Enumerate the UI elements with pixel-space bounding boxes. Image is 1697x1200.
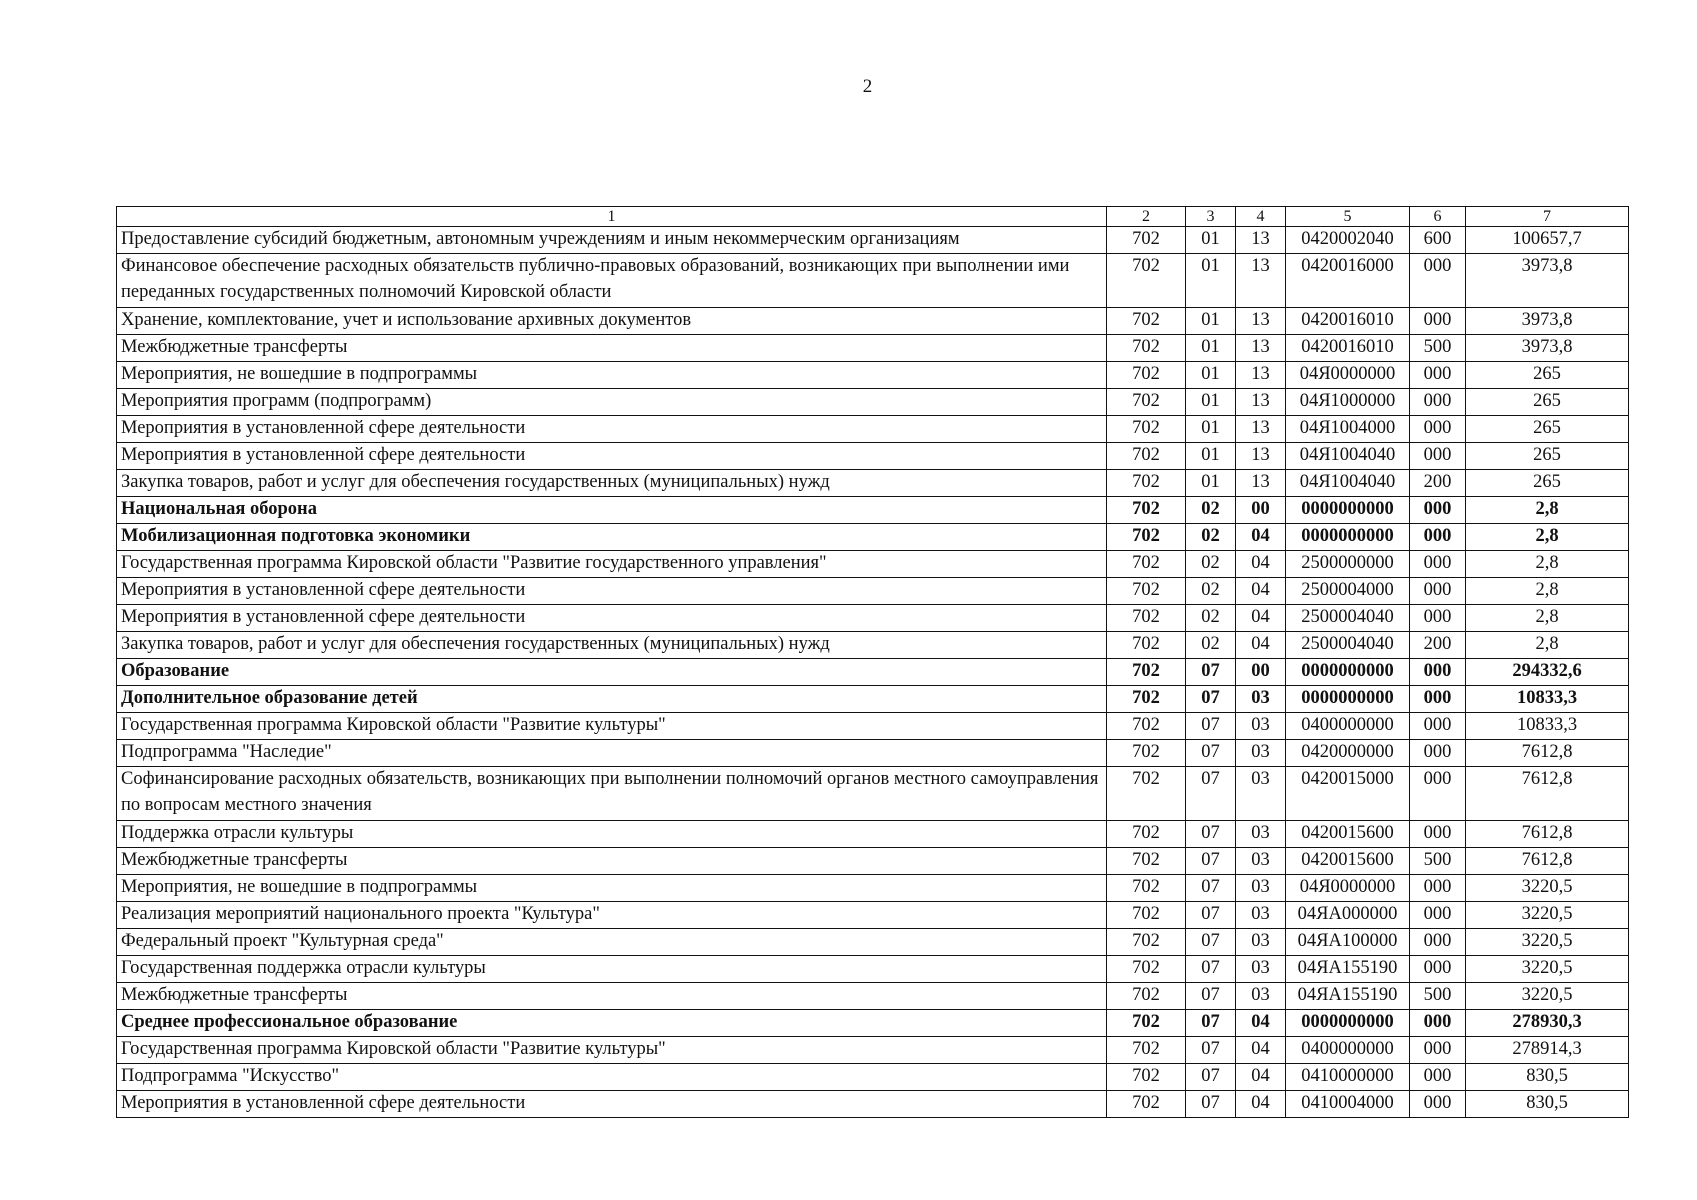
section-cell: 07 (1186, 1064, 1236, 1091)
item-name-cell: Мероприятия программ (подпрограмм) (117, 389, 1107, 416)
target-article-cell: 0420002040 (1286, 227, 1410, 254)
admin-code-cell: 702 (1107, 497, 1186, 524)
target-article-cell: 2500004000 (1286, 578, 1410, 605)
target-article-cell: 0000000000 (1286, 686, 1410, 713)
table-row (117, 659, 1629, 686)
admin-code-cell: 702 (1107, 1037, 1186, 1064)
table-row (117, 929, 1629, 956)
amount-cell: 7612,8 (1466, 848, 1629, 875)
section-cell: 01 (1186, 470, 1236, 497)
target-article-cell: 0420016010 (1286, 335, 1410, 362)
expense-type-cell: 000 (1410, 308, 1466, 335)
section-cell: 01 (1186, 389, 1236, 416)
expense-type-cell: 500 (1410, 983, 1466, 1010)
admin-code-cell: 702 (1107, 740, 1186, 767)
item-name-cell: Государственная программа Кировской области "Развитие культуры" (117, 1037, 1107, 1064)
target-article-cell: 0000000000 (1286, 497, 1410, 524)
subsection-cell: 03 (1236, 902, 1286, 929)
item-name-cell: Мероприятия, не вошедшие в подпрограммы (117, 362, 1107, 389)
subsection-cell: 04 (1236, 1064, 1286, 1091)
amount-cell: 3220,5 (1466, 902, 1629, 929)
subsection-cell: 03 (1236, 686, 1286, 713)
target-article-cell: 04Я1004040 (1286, 470, 1410, 497)
amount-cell: 2,8 (1466, 551, 1629, 578)
item-name-cell: Мероприятия в установленной сфере деятельности (117, 605, 1107, 632)
subsection-cell: 13 (1236, 308, 1286, 335)
subsection-cell: 00 (1236, 497, 1286, 524)
target-article-cell: 2500004040 (1286, 632, 1410, 659)
admin-code-cell: 702 (1107, 956, 1186, 983)
admin-code-cell: 702 (1107, 254, 1186, 308)
subsection-cell: 13 (1236, 416, 1286, 443)
subsection-cell: 04 (1236, 1037, 1286, 1064)
admin-code-cell: 702 (1107, 1091, 1186, 1118)
admin-code-cell: 702 (1107, 308, 1186, 335)
target-article-cell: 04ЯА100000 (1286, 929, 1410, 956)
item-name-cell: Подпрограмма "Искусство" (117, 1064, 1107, 1091)
table-row (117, 632, 1629, 659)
admin-code-cell: 702 (1107, 659, 1186, 686)
column-header: 2 (1107, 207, 1186, 227)
section-cell: 07 (1186, 659, 1236, 686)
section-cell: 01 (1186, 308, 1236, 335)
amount-cell: 100657,7 (1466, 227, 1629, 254)
expense-type-cell: 000 (1410, 1010, 1466, 1037)
amount-cell: 265 (1466, 470, 1629, 497)
section-cell: 07 (1186, 1010, 1236, 1037)
table-row (117, 1091, 1629, 1118)
admin-code-cell: 702 (1107, 1010, 1186, 1037)
table-row (117, 1010, 1629, 1037)
table-row (117, 605, 1629, 632)
section-cell: 07 (1186, 956, 1236, 983)
subsection-cell: 13 (1236, 443, 1286, 470)
table-row (117, 686, 1629, 713)
table-row (117, 497, 1629, 524)
table-row (117, 254, 1629, 308)
table-row (117, 551, 1629, 578)
expense-type-cell: 000 (1410, 659, 1466, 686)
section-cell: 02 (1186, 551, 1236, 578)
expense-type-cell: 000 (1410, 524, 1466, 551)
section-cell: 02 (1186, 632, 1236, 659)
subsection-cell: 03 (1236, 956, 1286, 983)
item-name-cell: Финансовое обеспечение расходных обязательств публично-правовых образований, возникающих при выполнении ими переданных государственных полномочий Кировской области (117, 254, 1107, 308)
section-cell: 01 (1186, 416, 1236, 443)
admin-code-cell: 702 (1107, 551, 1186, 578)
admin-code-cell: 702 (1107, 983, 1186, 1010)
target-article-cell: 0420016000 (1286, 254, 1410, 308)
column-header: 6 (1410, 207, 1466, 227)
target-article-cell: 04ЯА155190 (1286, 983, 1410, 1010)
item-name-cell: Подпрограмма "Наследие" (117, 740, 1107, 767)
subsection-cell: 03 (1236, 929, 1286, 956)
subsection-cell: 03 (1236, 713, 1286, 740)
admin-code-cell: 702 (1107, 578, 1186, 605)
table-row (117, 470, 1629, 497)
subsection-cell: 04 (1236, 578, 1286, 605)
admin-code-cell: 702 (1107, 875, 1186, 902)
subsection-cell: 04 (1236, 1010, 1286, 1037)
item-name-cell: Мероприятия, не вошедшие в подпрограммы (117, 875, 1107, 902)
subsection-cell: 13 (1236, 470, 1286, 497)
subsection-cell: 13 (1236, 389, 1286, 416)
item-name-cell: Государственная программа Кировской области "Развитие государственного управления" (117, 551, 1107, 578)
admin-code-cell: 702 (1107, 686, 1186, 713)
admin-code-cell: 702 (1107, 227, 1186, 254)
item-name-cell: Реализация мероприятий национального проекта "Культура" (117, 902, 1107, 929)
item-name-cell: Предоставление субсидий бюджетным, автономным учреждениям и иным некоммерческим организациям (117, 227, 1107, 254)
target-article-cell: 0420015600 (1286, 848, 1410, 875)
amount-cell: 3220,5 (1466, 956, 1629, 983)
column-header: 7 (1466, 207, 1629, 227)
item-name-cell: Мобилизационная подготовка экономики (117, 524, 1107, 551)
amount-cell: 830,5 (1466, 1091, 1629, 1118)
amount-cell: 7612,8 (1466, 767, 1629, 821)
expense-type-cell: 500 (1410, 335, 1466, 362)
section-cell: 01 (1186, 362, 1236, 389)
admin-code-cell: 702 (1107, 443, 1186, 470)
expense-type-cell: 000 (1410, 1064, 1466, 1091)
target-article-cell: 0400000000 (1286, 713, 1410, 740)
section-cell: 02 (1186, 497, 1236, 524)
table-row (117, 389, 1629, 416)
expense-type-cell: 000 (1410, 551, 1466, 578)
expense-type-cell: 000 (1410, 605, 1466, 632)
item-name-cell: Поддержка отрасли культуры (117, 821, 1107, 848)
admin-code-cell: 702 (1107, 929, 1186, 956)
target-article-cell: 0000000000 (1286, 1010, 1410, 1037)
item-name-cell: Межбюджетные трансферты (117, 848, 1107, 875)
expense-type-cell: 000 (1410, 443, 1466, 470)
amount-cell: 3973,8 (1466, 335, 1629, 362)
subsection-cell: 04 (1236, 551, 1286, 578)
subsection-cell: 03 (1236, 848, 1286, 875)
expense-type-cell: 000 (1410, 713, 1466, 740)
table-row (117, 713, 1629, 740)
column-header: 3 (1186, 207, 1236, 227)
expense-type-cell: 000 (1410, 389, 1466, 416)
admin-code-cell: 702 (1107, 362, 1186, 389)
table-row (117, 983, 1629, 1010)
table-row (117, 443, 1629, 470)
amount-cell: 278930,3 (1466, 1010, 1629, 1037)
amount-cell: 3973,8 (1466, 308, 1629, 335)
admin-code-cell: 702 (1107, 389, 1186, 416)
item-name-cell: Дополнительное образование детей (117, 686, 1107, 713)
target-article-cell: 0000000000 (1286, 659, 1410, 686)
item-name-cell: Среднее профессиональное образование (117, 1010, 1107, 1037)
expense-type-cell: 000 (1410, 902, 1466, 929)
table-row (117, 767, 1629, 821)
item-name-cell: Закупка товаров, работ и услуг для обеспечения государственных (муниципальных) нужд (117, 470, 1107, 497)
expense-type-cell: 000 (1410, 578, 1466, 605)
section-cell: 01 (1186, 227, 1236, 254)
target-article-cell: 04Я0000000 (1286, 875, 1410, 902)
item-name-cell: Софинансирование расходных обязательств, возникающих при выполнении полномочий органов местного самоуправления по вопросам местного значения (117, 767, 1107, 821)
item-name-cell: Государственная поддержка отрасли культуры (117, 956, 1107, 983)
section-cell: 01 (1186, 443, 1236, 470)
section-cell: 01 (1186, 335, 1236, 362)
target-article-cell: 04Я0000000 (1286, 362, 1410, 389)
expense-type-cell: 000 (1410, 254, 1466, 308)
target-article-cell: 2500004040 (1286, 605, 1410, 632)
expense-type-cell: 000 (1410, 1091, 1466, 1118)
amount-cell: 3220,5 (1466, 929, 1629, 956)
budget-table (116, 206, 1629, 1118)
subsection-cell: 04 (1236, 632, 1286, 659)
admin-code-cell: 702 (1107, 632, 1186, 659)
expense-type-cell: 000 (1410, 767, 1466, 821)
expense-type-cell: 600 (1410, 227, 1466, 254)
subsection-cell: 04 (1236, 605, 1286, 632)
table-row (117, 821, 1629, 848)
section-cell: 07 (1186, 848, 1236, 875)
expense-type-cell: 000 (1410, 875, 1466, 902)
amount-cell: 2,8 (1466, 632, 1629, 659)
amount-cell: 7612,8 (1466, 740, 1629, 767)
subsection-cell: 03 (1236, 740, 1286, 767)
amount-cell: 10833,3 (1466, 686, 1629, 713)
item-name-cell: Национальная оборона (117, 497, 1107, 524)
subsection-cell: 04 (1236, 1091, 1286, 1118)
table-row (117, 578, 1629, 605)
section-cell: 07 (1186, 875, 1236, 902)
amount-cell: 265 (1466, 443, 1629, 470)
target-article-cell: 0410004000 (1286, 1091, 1410, 1118)
expense-type-cell: 000 (1410, 929, 1466, 956)
admin-code-cell: 702 (1107, 848, 1186, 875)
subsection-cell: 13 (1236, 254, 1286, 308)
expense-type-cell: 000 (1410, 956, 1466, 983)
item-name-cell: Образование (117, 659, 1107, 686)
amount-cell: 265 (1466, 362, 1629, 389)
target-article-cell: 04Я1004000 (1286, 416, 1410, 443)
table-row (117, 308, 1629, 335)
admin-code-cell: 702 (1107, 605, 1186, 632)
amount-cell: 830,5 (1466, 1064, 1629, 1091)
subsection-cell: 13 (1236, 362, 1286, 389)
section-cell: 02 (1186, 524, 1236, 551)
target-article-cell: 04ЯА000000 (1286, 902, 1410, 929)
target-article-cell: 04ЯА155190 (1286, 956, 1410, 983)
section-cell: 07 (1186, 1091, 1236, 1118)
table-row (117, 1064, 1629, 1091)
column-header: 5 (1286, 207, 1410, 227)
item-name-cell: Федеральный проект "Культурная среда" (117, 929, 1107, 956)
section-cell: 07 (1186, 740, 1236, 767)
amount-cell: 2,8 (1466, 605, 1629, 632)
admin-code-cell: 702 (1107, 524, 1186, 551)
expense-type-cell: 000 (1410, 686, 1466, 713)
item-name-cell: Мероприятия в установленной сфере деятельности (117, 1091, 1107, 1118)
subsection-cell: 04 (1236, 524, 1286, 551)
item-name-cell: Мероприятия в установленной сфере деятельности (117, 578, 1107, 605)
subsection-cell: 00 (1236, 659, 1286, 686)
table-row (117, 524, 1629, 551)
target-article-cell: 0000000000 (1286, 524, 1410, 551)
item-name-cell: Межбюджетные трансферты (117, 335, 1107, 362)
section-cell: 07 (1186, 1037, 1236, 1064)
admin-code-cell: 702 (1107, 470, 1186, 497)
column-header: 1 (117, 207, 1107, 227)
subsection-cell: 03 (1236, 821, 1286, 848)
section-cell: 07 (1186, 902, 1236, 929)
page-number: 2 (862, 76, 873, 97)
item-name-cell: Межбюджетные трансферты (117, 983, 1107, 1010)
target-article-cell: 04Я1004040 (1286, 443, 1410, 470)
amount-cell: 3220,5 (1466, 983, 1629, 1010)
table-row (117, 416, 1629, 443)
amount-cell: 278914,3 (1466, 1037, 1629, 1064)
subsection-cell: 13 (1236, 335, 1286, 362)
admin-code-cell: 702 (1107, 416, 1186, 443)
target-article-cell: 04Я1000000 (1286, 389, 1410, 416)
target-article-cell: 0420015600 (1286, 821, 1410, 848)
item-name-cell: Хранение, комплектование, учет и использование архивных документов (117, 308, 1107, 335)
expense-type-cell: 500 (1410, 848, 1466, 875)
table-row (117, 956, 1629, 983)
section-cell: 07 (1186, 767, 1236, 821)
section-cell: 01 (1186, 254, 1236, 308)
subsection-cell: 03 (1236, 767, 1286, 821)
expense-type-cell: 200 (1410, 632, 1466, 659)
expense-type-cell: 000 (1410, 821, 1466, 848)
expense-type-cell: 000 (1410, 416, 1466, 443)
subsection-cell: 03 (1236, 983, 1286, 1010)
section-cell: 07 (1186, 983, 1236, 1010)
amount-cell: 3973,8 (1466, 254, 1629, 308)
amount-cell: 2,8 (1466, 578, 1629, 605)
target-article-cell: 0410000000 (1286, 1064, 1410, 1091)
admin-code-cell: 702 (1107, 767, 1186, 821)
amount-cell: 3220,5 (1466, 875, 1629, 902)
amount-cell: 10833,3 (1466, 713, 1629, 740)
section-cell: 02 (1186, 578, 1236, 605)
table-row (117, 848, 1629, 875)
table-row (117, 227, 1629, 254)
expense-type-cell: 000 (1410, 1037, 1466, 1064)
section-cell: 07 (1186, 686, 1236, 713)
expense-type-cell: 000 (1410, 362, 1466, 389)
table-row (117, 740, 1629, 767)
expense-type-cell: 000 (1410, 740, 1466, 767)
amount-cell: 265 (1466, 416, 1629, 443)
expense-type-cell: 200 (1410, 470, 1466, 497)
table-row (117, 335, 1629, 362)
subsection-cell: 13 (1236, 227, 1286, 254)
amount-cell: 2,8 (1466, 497, 1629, 524)
admin-code-cell: 702 (1107, 902, 1186, 929)
amount-cell: 265 (1466, 389, 1629, 416)
subsection-cell: 03 (1236, 875, 1286, 902)
section-cell: 02 (1186, 605, 1236, 632)
table-row (117, 875, 1629, 902)
section-cell: 07 (1186, 929, 1236, 956)
item-name-cell: Государственная программа Кировской области "Развитие культуры" (117, 713, 1107, 740)
amount-cell: 7612,8 (1466, 821, 1629, 848)
admin-code-cell: 702 (1107, 1064, 1186, 1091)
column-header: 4 (1236, 207, 1286, 227)
table-row (117, 1037, 1629, 1064)
header-row (117, 207, 1629, 227)
item-name-cell: Мероприятия в установленной сфере деятельности (117, 416, 1107, 443)
target-article-cell: 2500000000 (1286, 551, 1410, 578)
admin-code-cell: 702 (1107, 821, 1186, 848)
table-row (117, 362, 1629, 389)
target-article-cell: 0400000000 (1286, 1037, 1410, 1064)
amount-cell: 294332,6 (1466, 659, 1629, 686)
admin-code-cell: 702 (1107, 335, 1186, 362)
table-row (117, 902, 1629, 929)
item-name-cell: Закупка товаров, работ и услуг для обеспечения государственных (муниципальных) нужд (117, 632, 1107, 659)
target-article-cell: 0420000000 (1286, 740, 1410, 767)
item-name-cell: Мероприятия в установленной сфере деятельности (117, 443, 1107, 470)
admin-code-cell: 702 (1107, 713, 1186, 740)
target-article-cell: 0420015000 (1286, 767, 1410, 821)
section-cell: 07 (1186, 821, 1236, 848)
target-article-cell: 0420016010 (1286, 308, 1410, 335)
expense-type-cell: 000 (1410, 497, 1466, 524)
amount-cell: 2,8 (1466, 524, 1629, 551)
section-cell: 07 (1186, 713, 1236, 740)
table-body (117, 207, 1629, 1118)
